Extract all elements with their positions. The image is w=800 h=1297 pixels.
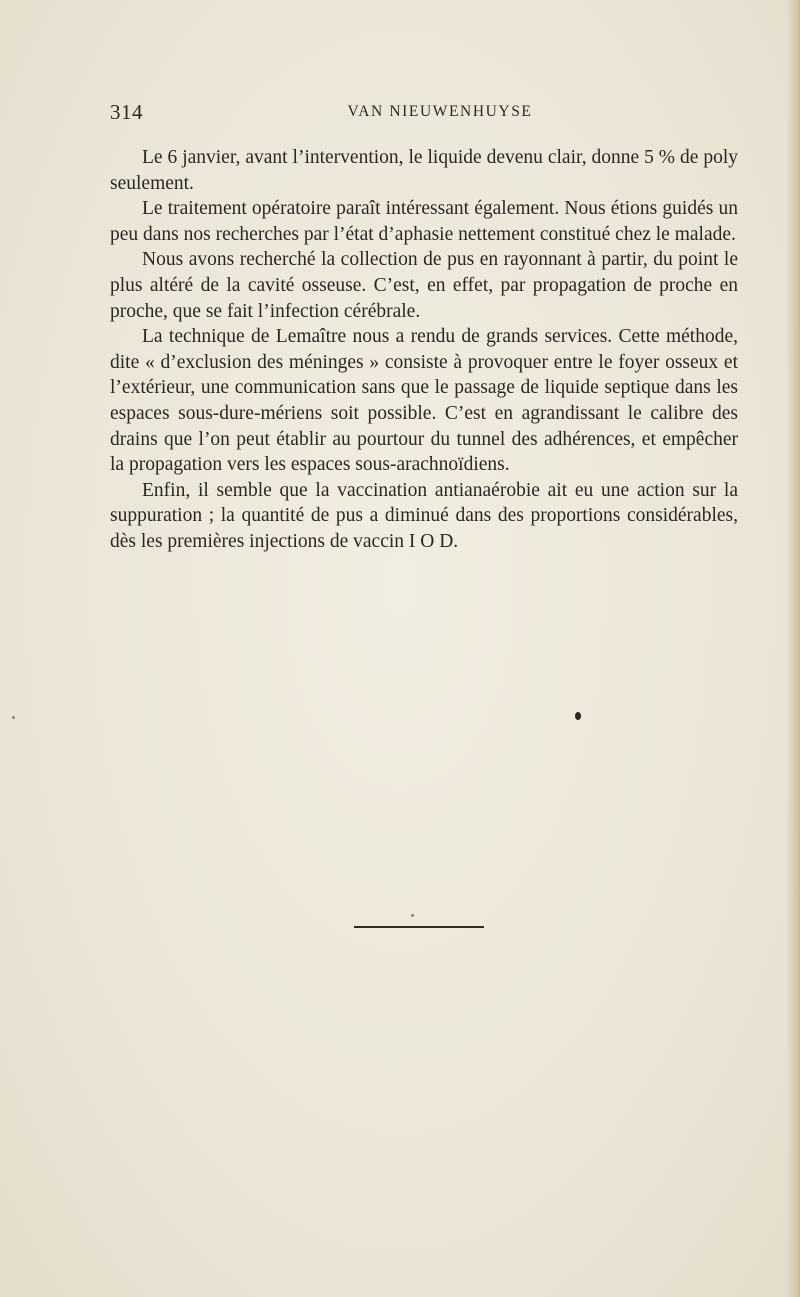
end-rule xyxy=(354,926,484,928)
paragraph: Le 6 janvier, avant l’intervention, le liquide devenu clair, donne 5 % de poly seulement. xyxy=(110,147,738,194)
ink-speck xyxy=(411,914,414,917)
paragraph: La technique de Lemaître nous a rendu de grands services. Cette méthode, dite « d’exclusion des méninges » consiste à provoquer entre le foyer osseux et l’extérieur, une communication sans que le passage de liquide septique dans les espaces sous-dure-mériens soit possible. C’est en agrandissant le calibre des drains que l’on peut établir au pourtour du tunnel des adhérences, et empêcher la propagation vers les espaces sous-arachnoïdiens. xyxy=(110,326,738,476)
body-text xyxy=(110,145,738,555)
ink-speck xyxy=(12,716,15,719)
page-number: 314 xyxy=(110,100,143,124)
page-header xyxy=(110,100,740,130)
ink-speck xyxy=(575,712,581,720)
paragraph: Enfin, il semble que la vaccination antianaérobie ait eu une action sur la suppuration ; la quantité de pus a diminué dans des proportions considérables, dès les premières injections de vaccin I O D. xyxy=(110,479,738,552)
paragraph: Le traitement opératoire paraît intéressant également. Nous étions guidés un peu dans nos recherches par l’état d’aphasie nettement constitué chez le malade. xyxy=(110,198,738,245)
paragraph: Nous avons recherché la collection de pus en rayonnant à partir, du point le plus altéré de la cavité osseuse. C’est, en effet, par propagation de proche en proche, que se fait l’infection cérébrale. xyxy=(110,249,738,322)
running-head: VAN NIEUWENHUYSE xyxy=(347,103,533,120)
page-edge-shadow xyxy=(786,0,800,1297)
